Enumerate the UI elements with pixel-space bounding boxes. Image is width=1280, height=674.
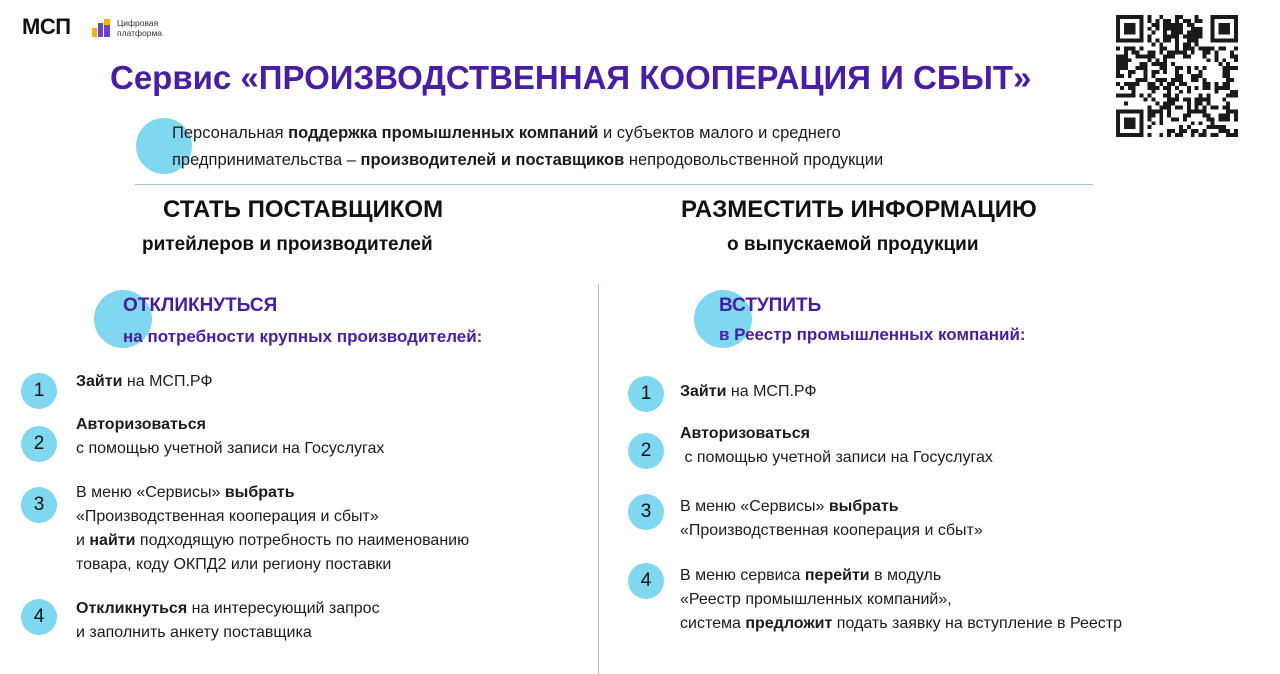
left-step-4: Откликнуться на интересующий запрос и заполнить анкету поставщика	[76, 600, 380, 641]
right-heading: РАЗМЕСТИТЬ ИНФОРМАЦИЮ	[681, 196, 1037, 223]
right-action-subtitle: в Реестр промышленных компаний:	[719, 325, 1026, 344]
right-action-title: ВСТУПИТЬ	[719, 295, 822, 316]
left-heading: СТАТЬ ПОСТАВЩИКОМ	[163, 196, 444, 223]
left-step-3: В меню «Сервисы» выбрать «Производственная кооперация и сбыт» и найти подходящую потребность по наименованию товара, коду ОКПД2 или региону поставки	[76, 484, 470, 573]
step-number-badge: 4	[628, 563, 664, 599]
step-number-badge: 4	[21, 599, 57, 635]
logo-text: МСП	[22, 14, 71, 39]
intro-text: Персональная поддержка промышленных компаний и субъектов малого и среднего предпринимательства – производителей и поставщиков непродовольственной продукции	[172, 124, 884, 169]
msp-logo-icon	[92, 19, 110, 37]
logo-subtitle: Цифровая платформа	[117, 18, 163, 38]
step-number-badge: 2	[628, 433, 664, 469]
page-title: Сервис «ПРОИЗВОДСТВЕННАЯ КООПЕРАЦИЯ И СБЫТ»	[110, 59, 1032, 96]
horizontal-divider	[135, 184, 1093, 185]
qr-code-icon	[1115, 15, 1239, 137]
left-action-title: ОТКЛИКНУТЬСЯ	[123, 295, 278, 316]
right-subheading: о выпускаемой продукции	[727, 234, 979, 255]
right-step-3: В меню «Сервисы» выбрать «Производственная кооперация и сбыт»	[680, 498, 983, 539]
right-step-2: Авторизоваться с помощью учетной записи на Госуслугах	[680, 425, 993, 466]
left-action-subtitle: на потребности крупных производителей:	[123, 327, 483, 346]
left-subheading: ритейлеров и производителей	[142, 234, 433, 255]
step-number-badge: 1	[628, 376, 664, 412]
right-step-1: Зайти на МСП.РФ	[680, 383, 817, 400]
step-number-badge: 2	[21, 426, 57, 462]
right-step-4: В меню сервиса перейти в модуль «Реестр промышленных компаний», система предложит подать заявку на вступление в Реестр	[680, 567, 1122, 632]
step-number-badge: 3	[628, 494, 664, 530]
step-number-badge: 3	[21, 487, 57, 523]
vertical-divider	[598, 284, 599, 674]
step-number-badge: 1	[21, 373, 57, 409]
left-step-2: Авторизоваться с помощью учетной записи на Госуслугах	[76, 416, 385, 457]
left-step-1: Зайти на МСП.РФ	[76, 373, 213, 390]
